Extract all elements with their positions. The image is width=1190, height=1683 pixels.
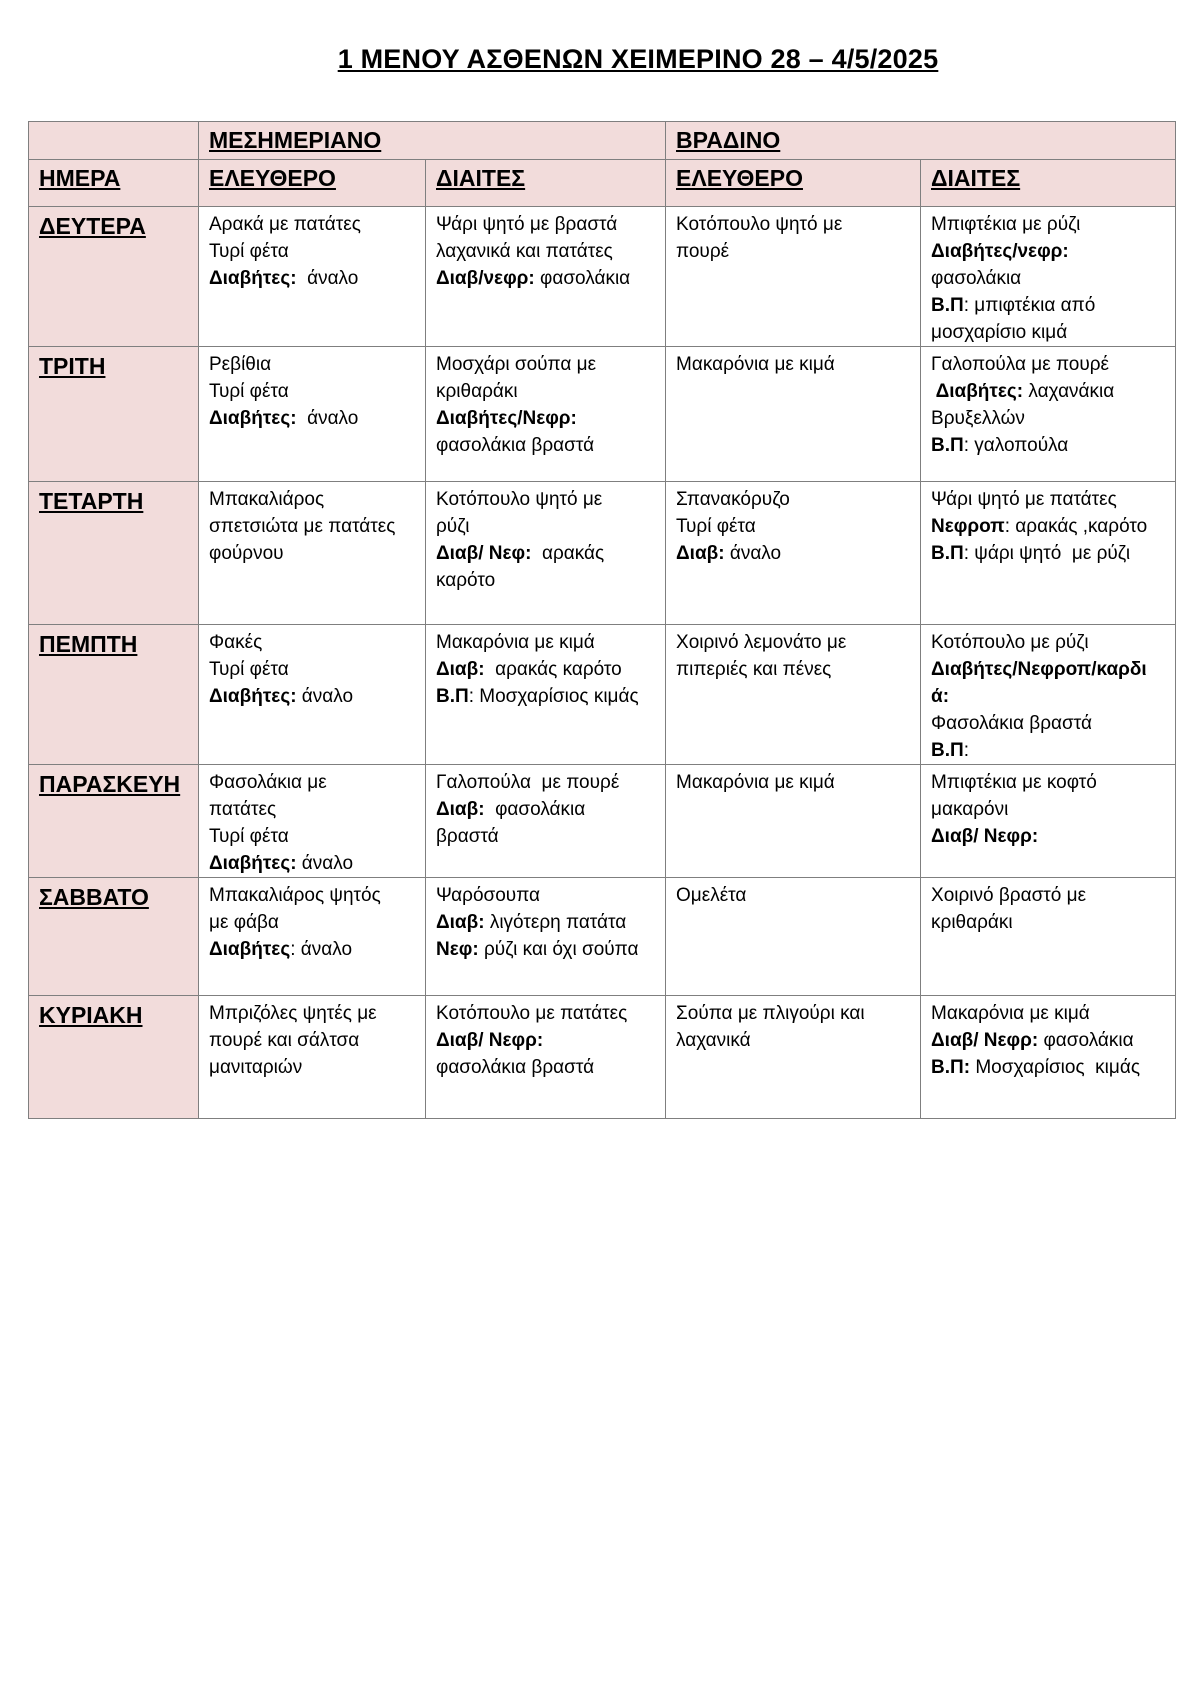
dinner-free-cell: Μακαρόνια με κιμά <box>666 765 921 878</box>
dinner-free-cell: Χοιρινό λεμονάτο με πιπεριές και πένες <box>666 625 921 765</box>
table-row <box>29 482 1176 625</box>
header-day: ΗΜΕΡΑ <box>29 160 199 207</box>
dinner-diets-cell: Μπιφτέκια με κοφτό μακαρόνι Διαβ/ Νεφρ: <box>921 765 1176 878</box>
lunch-diets-cell: Κοτόπουλο ψητό με ρύζι Διαβ/ Νεφ: αρακάς καρότο <box>426 482 666 625</box>
lunch-diets-cell: Κοτόπουλο με πατάτες Διαβ/ Νεφρ: φασολάκια βραστά <box>426 996 666 1119</box>
header-dinner: ΒΡΑΔΙΝΟ <box>666 122 1176 160</box>
table-row <box>29 625 1176 765</box>
lunch-diets-cell: Γαλοπούλα με πουρέ Διαβ: φασολάκια βραστά <box>426 765 666 878</box>
page-title: 1 ΜΕΝΟΥ ΑΣΘΕΝΩΝ ΧΕΙΜΕΡΙΝΟ 28 – 4/5/2025 <box>337 44 939 74</box>
dinner-free-cell: Κοτόπουλο ψητό με πουρέ <box>666 207 921 347</box>
dinner-diets-cell: Γαλοπούλα με πουρέ Διαβήτες: λαχανάκια Βρυξελλών Β.Π: γαλοπούλα <box>921 347 1176 482</box>
dinner-diets-cell: Μπιφτέκια με ρύζι Διαβήτες/νεφρ: φασολάκια Β.Π: μπιφτέκια από μοσχαρίσιο κιμά <box>921 207 1176 347</box>
header-row-meals <box>29 122 1176 160</box>
lunch-diets-cell: Μοσχάρι σούπα με κριθαράκι Διαβήτες/Νεφρ: φασολάκια βραστά <box>426 347 666 482</box>
header-lunch-free: ΕΛΕΥΘΕΡΟ <box>199 160 426 207</box>
header-dinner-free: ΕΛΕΥΘΕΡΟ <box>666 160 921 207</box>
dinner-free-cell: Ομελέτα <box>666 878 921 996</box>
day-cell: ΠΕΜΠΤΗ <box>29 625 199 765</box>
dinner-diets-cell: Μακαρόνια με κιμά Διαβ/ Νεφρ: φασολάκια Β.Π: Μοσχαρίσιος κιμάς <box>921 996 1176 1119</box>
day-cell: ΤΕΤΑΡΤΗ <box>29 482 199 625</box>
lunch-free-cell: Μπακαλιάρος σπετσιώτα με πατάτες φούρνου <box>199 482 426 625</box>
table-row <box>29 996 1176 1119</box>
lunch-diets-cell: Ψάρι ψητό με βραστά λαχανικά και πατάτες Διαβ/νεφρ: φασολάκια <box>426 207 666 347</box>
header-empty-cell <box>29 122 199 160</box>
lunch-free-cell: Αρακά με πατάτες Τυρί φέτα Διαβήτες: άναλο <box>199 207 426 347</box>
day-cell: ΠΑΡΑΣΚΕΥΗ <box>29 765 199 878</box>
header-dinner-diets: ΔΙΑΙΤΕΣ <box>921 160 1176 207</box>
dinner-diets-cell: Ψάρι ψητό με πατάτες Νεφροπ: αρακάς ,καρότο Β.Π: ψάρι ψητό με ρύζι <box>921 482 1176 625</box>
lunch-diets-cell: Ψαρόσουπα Διαβ: λιγότερη πατάτα Νεφ: ρύζι και όχι σούπα <box>426 878 666 996</box>
lunch-free-cell: Φασολάκια με πατάτες Τυρί φέτα Διαβήτες: άναλο <box>199 765 426 878</box>
header-lunch: ΜΕΣΗΜΕΡΙΑΝΟ <box>199 122 666 160</box>
table-row <box>29 765 1176 878</box>
lunch-diets-cell: Μακαρόνια με κιμά Διαβ: αρακάς καρότο Β.Π: Μοσχαρίσιος κιμάς <box>426 625 666 765</box>
day-cell: ΔΕΥΤΕΡΑ <box>29 207 199 347</box>
lunch-free-cell: Ρεβίθια Τυρί φέτα Διαβήτες: άναλο <box>199 347 426 482</box>
header-lunch-diets: ΔΙΑΙΤΕΣ <box>426 160 666 207</box>
table-row <box>29 878 1176 996</box>
lunch-free-cell: Μπριζόλες ψητές με πουρέ και σάλτσα μανιταριών <box>199 996 426 1119</box>
table-row <box>29 347 1176 482</box>
day-cell: ΚΥΡΙΑΚΗ <box>29 996 199 1119</box>
menu-table <box>28 121 1176 1119</box>
dinner-free-cell: Σούπα με πλιγούρι και λαχανικά <box>666 996 921 1119</box>
table-row <box>29 207 1176 347</box>
dinner-diets-cell: Χοιρινό βραστό με κριθαράκι <box>921 878 1176 996</box>
header-row-columns <box>29 160 1176 207</box>
day-cell: ΣΑΒΒΑΤΟ <box>29 878 199 996</box>
lunch-free-cell: Μπακαλιάρος ψητός με φάβα Διαβήτες: άναλο <box>199 878 426 996</box>
day-cell: ΤΡΙΤΗ <box>29 347 199 482</box>
dinner-diets-cell: Κοτόπουλο με ρύζι Διαβήτες/Νεφροπ/καρδι ά: Φασολάκια βραστά Β.Π: <box>921 625 1176 765</box>
dinner-free-cell: Μακαρόνια με κιμά <box>666 347 921 482</box>
dinner-free-cell: Σπανακόρυζο Τυρί φέτα Διαβ: άναλο <box>666 482 921 625</box>
lunch-free-cell: Φακές Τυρί φέτα Διαβήτες: άναλο <box>199 625 426 765</box>
